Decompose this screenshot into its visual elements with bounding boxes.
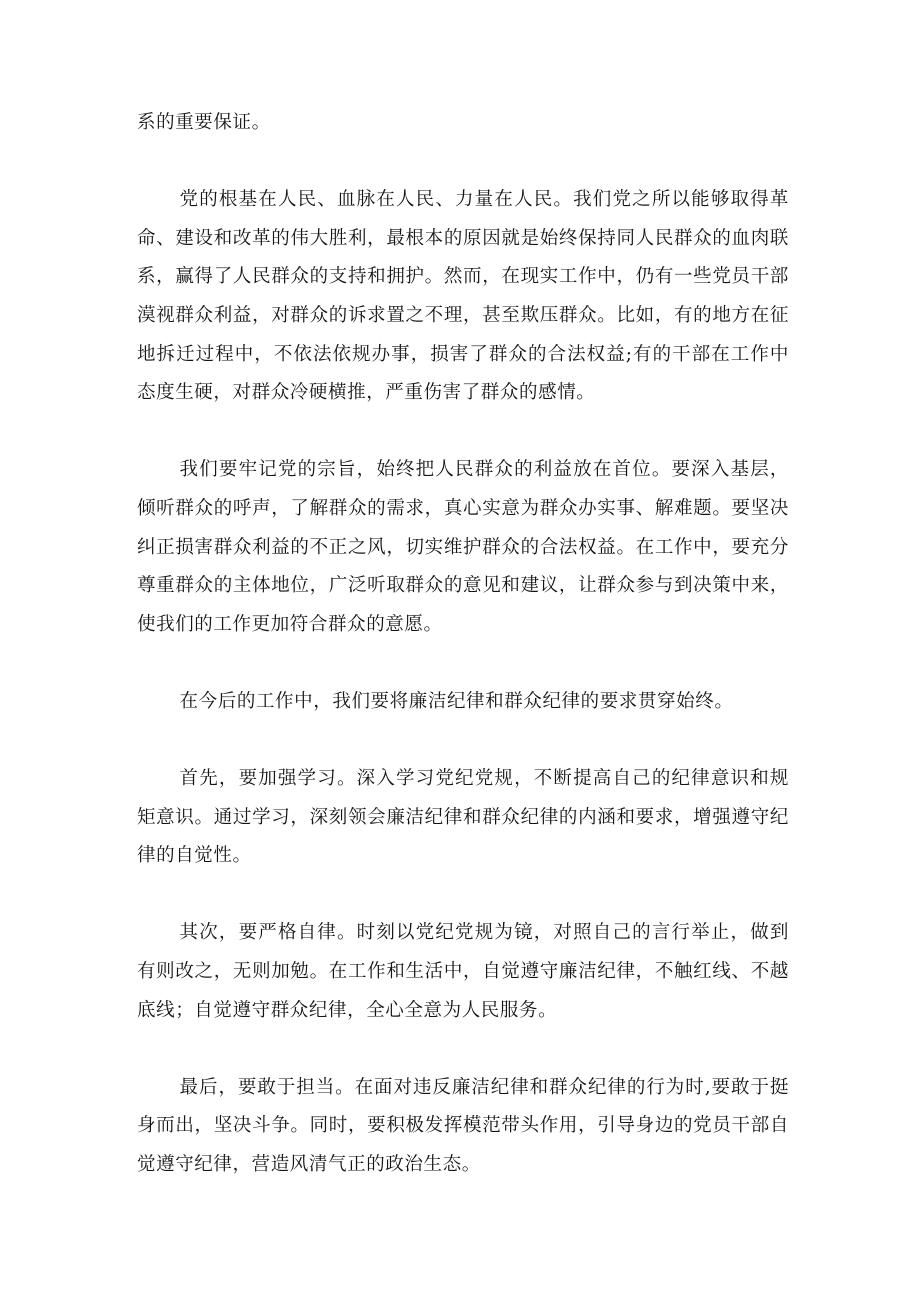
paragraph-continuation: 系的重要保证。 (137, 112, 271, 133)
document-body (137, 104, 789, 1223)
paragraph-people-first: 我们要牢记党的宗旨，始终把人民群众的利益放在首位。要深入基层，倾听群众的呼声，了解群众的需求，真心实意为群众办实事、解难题。要坚决纠正损害群众利益的不正之风，切实维护群众的合法权益。在工作中，要充分尊重群众的主体地位，广泛听取群众的意见和建议，让群众参与到决策中来，使我们的工作更加符合群众的意愿。 (137, 459, 789, 635)
paragraph-last-responsibility: 最后，要敢于担当。在面对违反廉洁纪律和群众纪律的行为时,要敢于挺身而出，坚决斗争。同时，要积极发挥模范带头作用，引导身边的党员干部自觉遵守纪律，营造风清气正的政治生态。 (137, 1076, 789, 1176)
paragraph-party-roots: 党的根基在人民、血脉在人民、力量在人民。我们党之所以能够取得革命、建设和改革的伟大胜利，最根本的原因就是始终保持同人民群众的血肉联系，赢得了人民群众的支持和拥护。然而，在现实工作中，仍有一些党员干部漠视群众利益，对群众的诉求置之不理，甚至欺压群众。比如，有的地方在征地拆迁过程中，不依法依规办事，损害了群众的合法权益;有的干部在工作中态度生硬，对群众冷硬横推，严重伤害了群众的感情。 (137, 189, 789, 404)
paragraph-first-study: 首先，要加强学习。深入学习党纪党规，不断提高自己的纪律意识和规矩意识。通过学习，深刻领会廉洁纪律和群众纪律的内涵和要求，增强遵守纪律的自觉性。 (137, 768, 789, 867)
paragraph-future-work: 在今后的工作中，我们要将廉洁纪律和群众纪律的要求贯穿始终。 (179, 690, 734, 712)
paragraph-second-self-discipline: 其次，要严格自律。时刻以党纪党规为镜，对照自己的言行举止，做到有则改之，无则加勉。在工作和生活中，自觉遵守廉洁纪律，不触红线、不越底线；自觉遵守群众纪律，全心全意为人民服务。 (137, 922, 789, 1021)
